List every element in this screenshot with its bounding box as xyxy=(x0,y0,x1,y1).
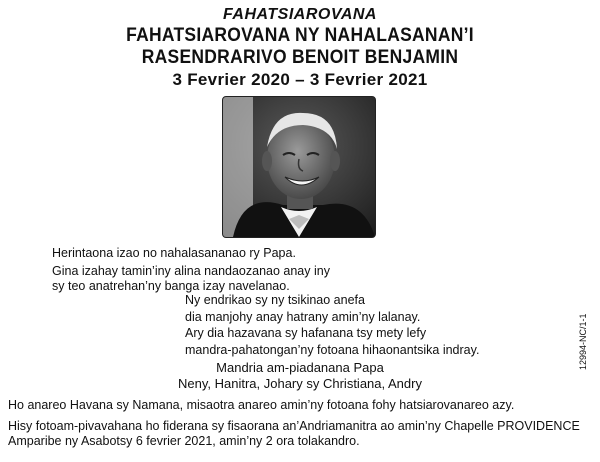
service-notice: Hisy fotoam-pivavahana ho fiderana sy fisaorana an’Andriamanitra ao amin’ny Chapelle PROVIDENCE Amparibe ny Asabotsy 6 fevrier 2021, amin’ny 2 ora tolakandro. xyxy=(8,419,580,448)
intro-line: Herintaona izao no nahalasananao ry Papa. xyxy=(52,246,296,260)
farewell-line: Mandria am-piadanana Papa xyxy=(216,360,384,375)
poem-line: Ny endrikao sy ny tsikinao anefa xyxy=(185,293,365,307)
poem-line: dia manjohy anay hatrany amin’ny lalanay. xyxy=(185,309,421,324)
notice-title: FAHATSIAROVANA NY NAHALASANAN’I RASENDRARIVO BENOIT BENJAMIN xyxy=(126,25,474,68)
memory-line-1: Gina izahay tamin’iny alina nandaozanao anay iny xyxy=(52,264,330,278)
portrait-image xyxy=(223,97,375,237)
notice-kicker: FAHATSIAROVANA xyxy=(223,6,377,23)
memory-line-2: sy teo anatrehan’ny banga izay navelanao. xyxy=(52,279,290,293)
family-names: Neny, Hanitra, Johary sy Christiana, Andry xyxy=(178,376,422,391)
poem-block xyxy=(185,292,479,358)
reference-code: 12994-NC/1-1 xyxy=(578,313,588,370)
poem-line: mandra-pahatongan’ny fotoana hihaonantsika indray. xyxy=(185,342,480,357)
portrait-photo xyxy=(222,96,376,238)
memorial-dates: 3 Fevrier 2020 – 3 Fevrier 2021 xyxy=(172,70,428,89)
thanks-line: Ho anareo Havana sy Namana, misaotra anareo amin’ny fotoana fohy hatsiarovanareo azy. xyxy=(8,398,515,412)
poem-line: Ary dia hazavana sy hafanana tsy mety lefy xyxy=(185,326,427,340)
